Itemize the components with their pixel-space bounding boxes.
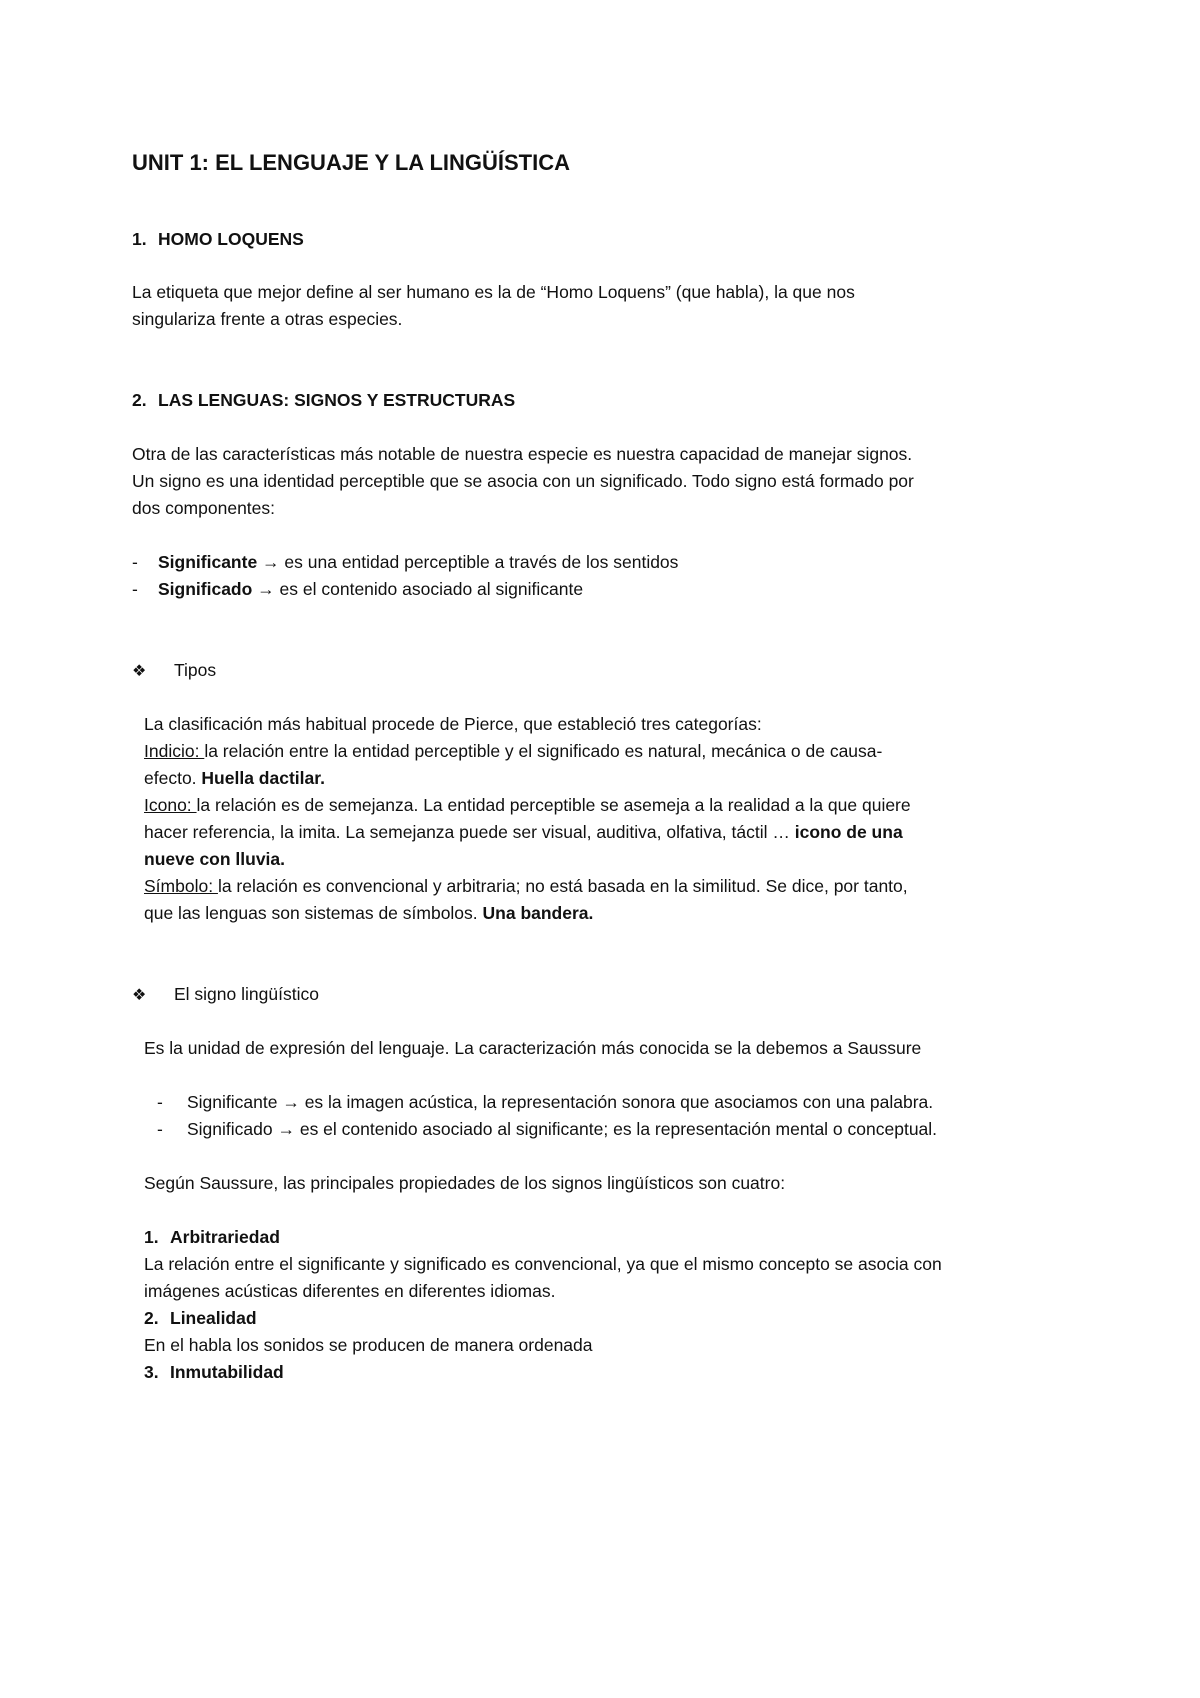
definition: → es el contenido asociado al significante [252,579,584,599]
list-item-text: Significado → es el contenido asociado al significante; es la representación mental o conceptual. [187,1119,938,1139]
term: Significante [158,552,258,572]
dash-bullet: - [132,552,138,572]
property-heading [144,1226,280,1248]
section-heading [132,228,304,250]
property-title: Arbitrariedad [170,1227,280,1247]
list-item-text: Significante → es la imagen acústica, la representación sonora que asociamos con una palabra. [187,1092,934,1112]
example-text: nueve con lluvia. [144,849,286,869]
paragraph-line [144,767,325,789]
paragraph-line: Otra de las características más notable de nuestra especie es nuestra capacidad de manejar signos. [132,444,913,464]
paragraph-line [144,740,882,762]
property-title: Linealidad [170,1308,257,1328]
paragraph-line: La clasificación más habitual procede de Pierce, que estableció tres categorías: [144,714,762,734]
paragraph-line: La relación entre el significante y significado es convencional, ya que el mismo concepto se asocia con [144,1254,942,1274]
section-heading [132,389,515,411]
property-title: Inmutabilidad [170,1362,284,1382]
paragraph-line: En el habla los sonidos se producen de manera ordenada [144,1335,593,1355]
dash-bullet: - [157,1119,163,1139]
paragraph-line [144,875,908,897]
category-label: Indicio: [144,741,205,761]
category-text: la relación es de semejanza. La entidad perceptible se asemeja a la realidad a la que quiere [196,795,911,815]
paragraph-line: singulariza frente a otras especies. [132,309,403,329]
paragraph-line: Es la unidad de expresión del lenguaje. La caracterización más conocida se la debemos a Saussure [144,1038,922,1058]
paragraph-line: Un signo es una identidad perceptible que se asocia con un significado. Todo signo está formado por [132,471,914,491]
property-heading [144,1307,257,1329]
example-text: Huella dactilar. [201,768,325,788]
paragraph-line [144,821,903,843]
category-text: que las lenguas son sistemas de símbolos. [144,903,483,923]
category-text: efecto. [144,768,202,788]
category-text: hacer referencia, la imita. La semejanza puede ser visual, auditiva, olfativa, táctil … [144,822,795,842]
paragraph-line: imágenes acústicas diferentes en diferentes idiomas. [144,1281,556,1301]
paragraph-line [144,794,911,816]
term: Significado [158,579,253,599]
example-text: icono de una [794,822,903,842]
property-heading [144,1361,284,1383]
paragraph-line: La etiqueta que mejor define al ser humano es la de “Homo Loquens” (que habla), la que nos [132,282,855,302]
section-title: LAS LENGUAS: SIGNOS Y ESTRUCTURAS [158,390,516,410]
subsection-title: El signo lingüístico [174,984,319,1004]
dash-bullet: - [157,1092,163,1112]
page-title: UNIT 1: EL LENGUAJE Y LA LINGÜÍSTICA [132,150,571,175]
example-text: Una bandera. [482,903,594,923]
property-number: 2. [144,1308,159,1328]
category-label: Símbolo: [144,876,218,896]
property-number: 1. [144,1227,159,1247]
dash-bullet: - [132,579,138,599]
subsection-heading [132,983,319,1007]
section-title: HOMO LOQUENS [158,229,304,249]
category-text: la relación entre la entidad perceptible y el significado es natural, mecánica o de causa- [204,741,883,761]
diamond-bullet-icon: ❖ [132,663,147,680]
paragraph-line: dos componentes: [132,498,276,518]
subsection-heading [132,659,216,683]
subsection-title: Tipos [174,660,217,680]
paragraph-line [144,902,593,924]
definition: → es una entidad perceptible a través de los sentidos [257,552,679,572]
diamond-bullet-icon: ❖ [132,987,147,1004]
paragraph-line: Según Saussure, las principales propiedades de los signos lingüísticos son cuatro: [144,1173,786,1193]
section-number: 1. [132,229,147,249]
section-number: 2. [132,390,147,410]
category-label: Icono: [144,795,197,815]
category-text: la relación es convencional y arbitraria; no está basada en la similitud. Se dice, por tanto, [217,876,908,896]
property-number: 3. [144,1362,159,1382]
